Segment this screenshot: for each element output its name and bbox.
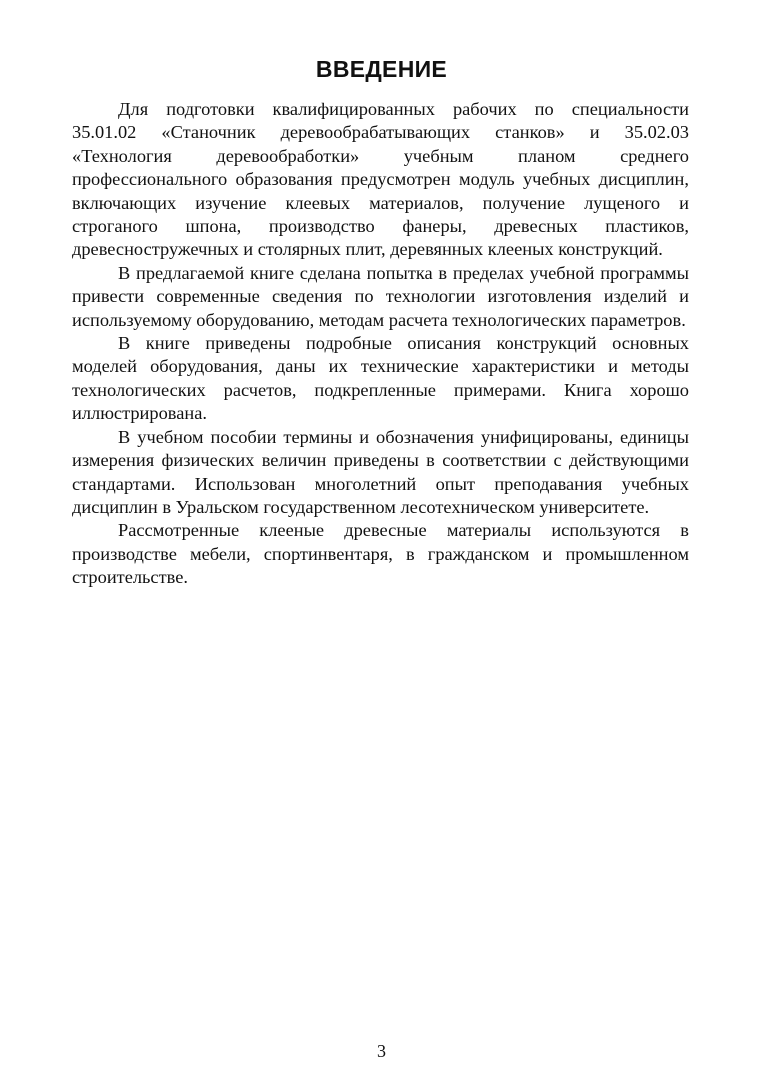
- paragraph: В книге приведены подробные описания конструкций основных моделей оборудования, даны их технические характеристики и методы технологических расчетов, подкрепленные примерами. Книга хорошо иллюстрирована.: [72, 333, 689, 424]
- page-number: 3: [377, 1041, 386, 1061]
- paragraph: В предлагаемой книге сделана попытка в пределах учебной программы привести современные сведения по технологии изготовления изделий и используемому оборудованию, методам расчета технологических параметров.: [72, 262, 689, 330]
- paragraph: В учебном пособии термины и обозначения унифицированы, единицы измерения физических величин приведены в соответствии с действующими стандартами. Использован многолетний опыт преподавания учебных дисциплин в Уральском государственном лесотехническом университете.: [72, 426, 689, 517]
- paragraph: Для подготовки квалифицированных рабочих по специальности 35.01.02 «Станочник деревообрабатывающих станков» и 35.02.03 «Технология деревообработки» учебным планом среднего профессионального образования предусмотрен модуль учебных дисциплин, включающих изучение клеевых материалов, получение лущеного и строганого шпона, производство фанеры, древесных пластиков, древесностружечных и столярных плит, деревянных клееных конструкций.: [72, 99, 689, 260]
- introduction-body: [72, 98, 689, 590]
- paragraph: Рассмотренные клееные древесные материалы используются в производстве мебели, спортинвентаря, в гражданском и промышленном строительстве.: [72, 520, 689, 588]
- page-title: ВВЕДЕНИЕ: [315, 56, 448, 82]
